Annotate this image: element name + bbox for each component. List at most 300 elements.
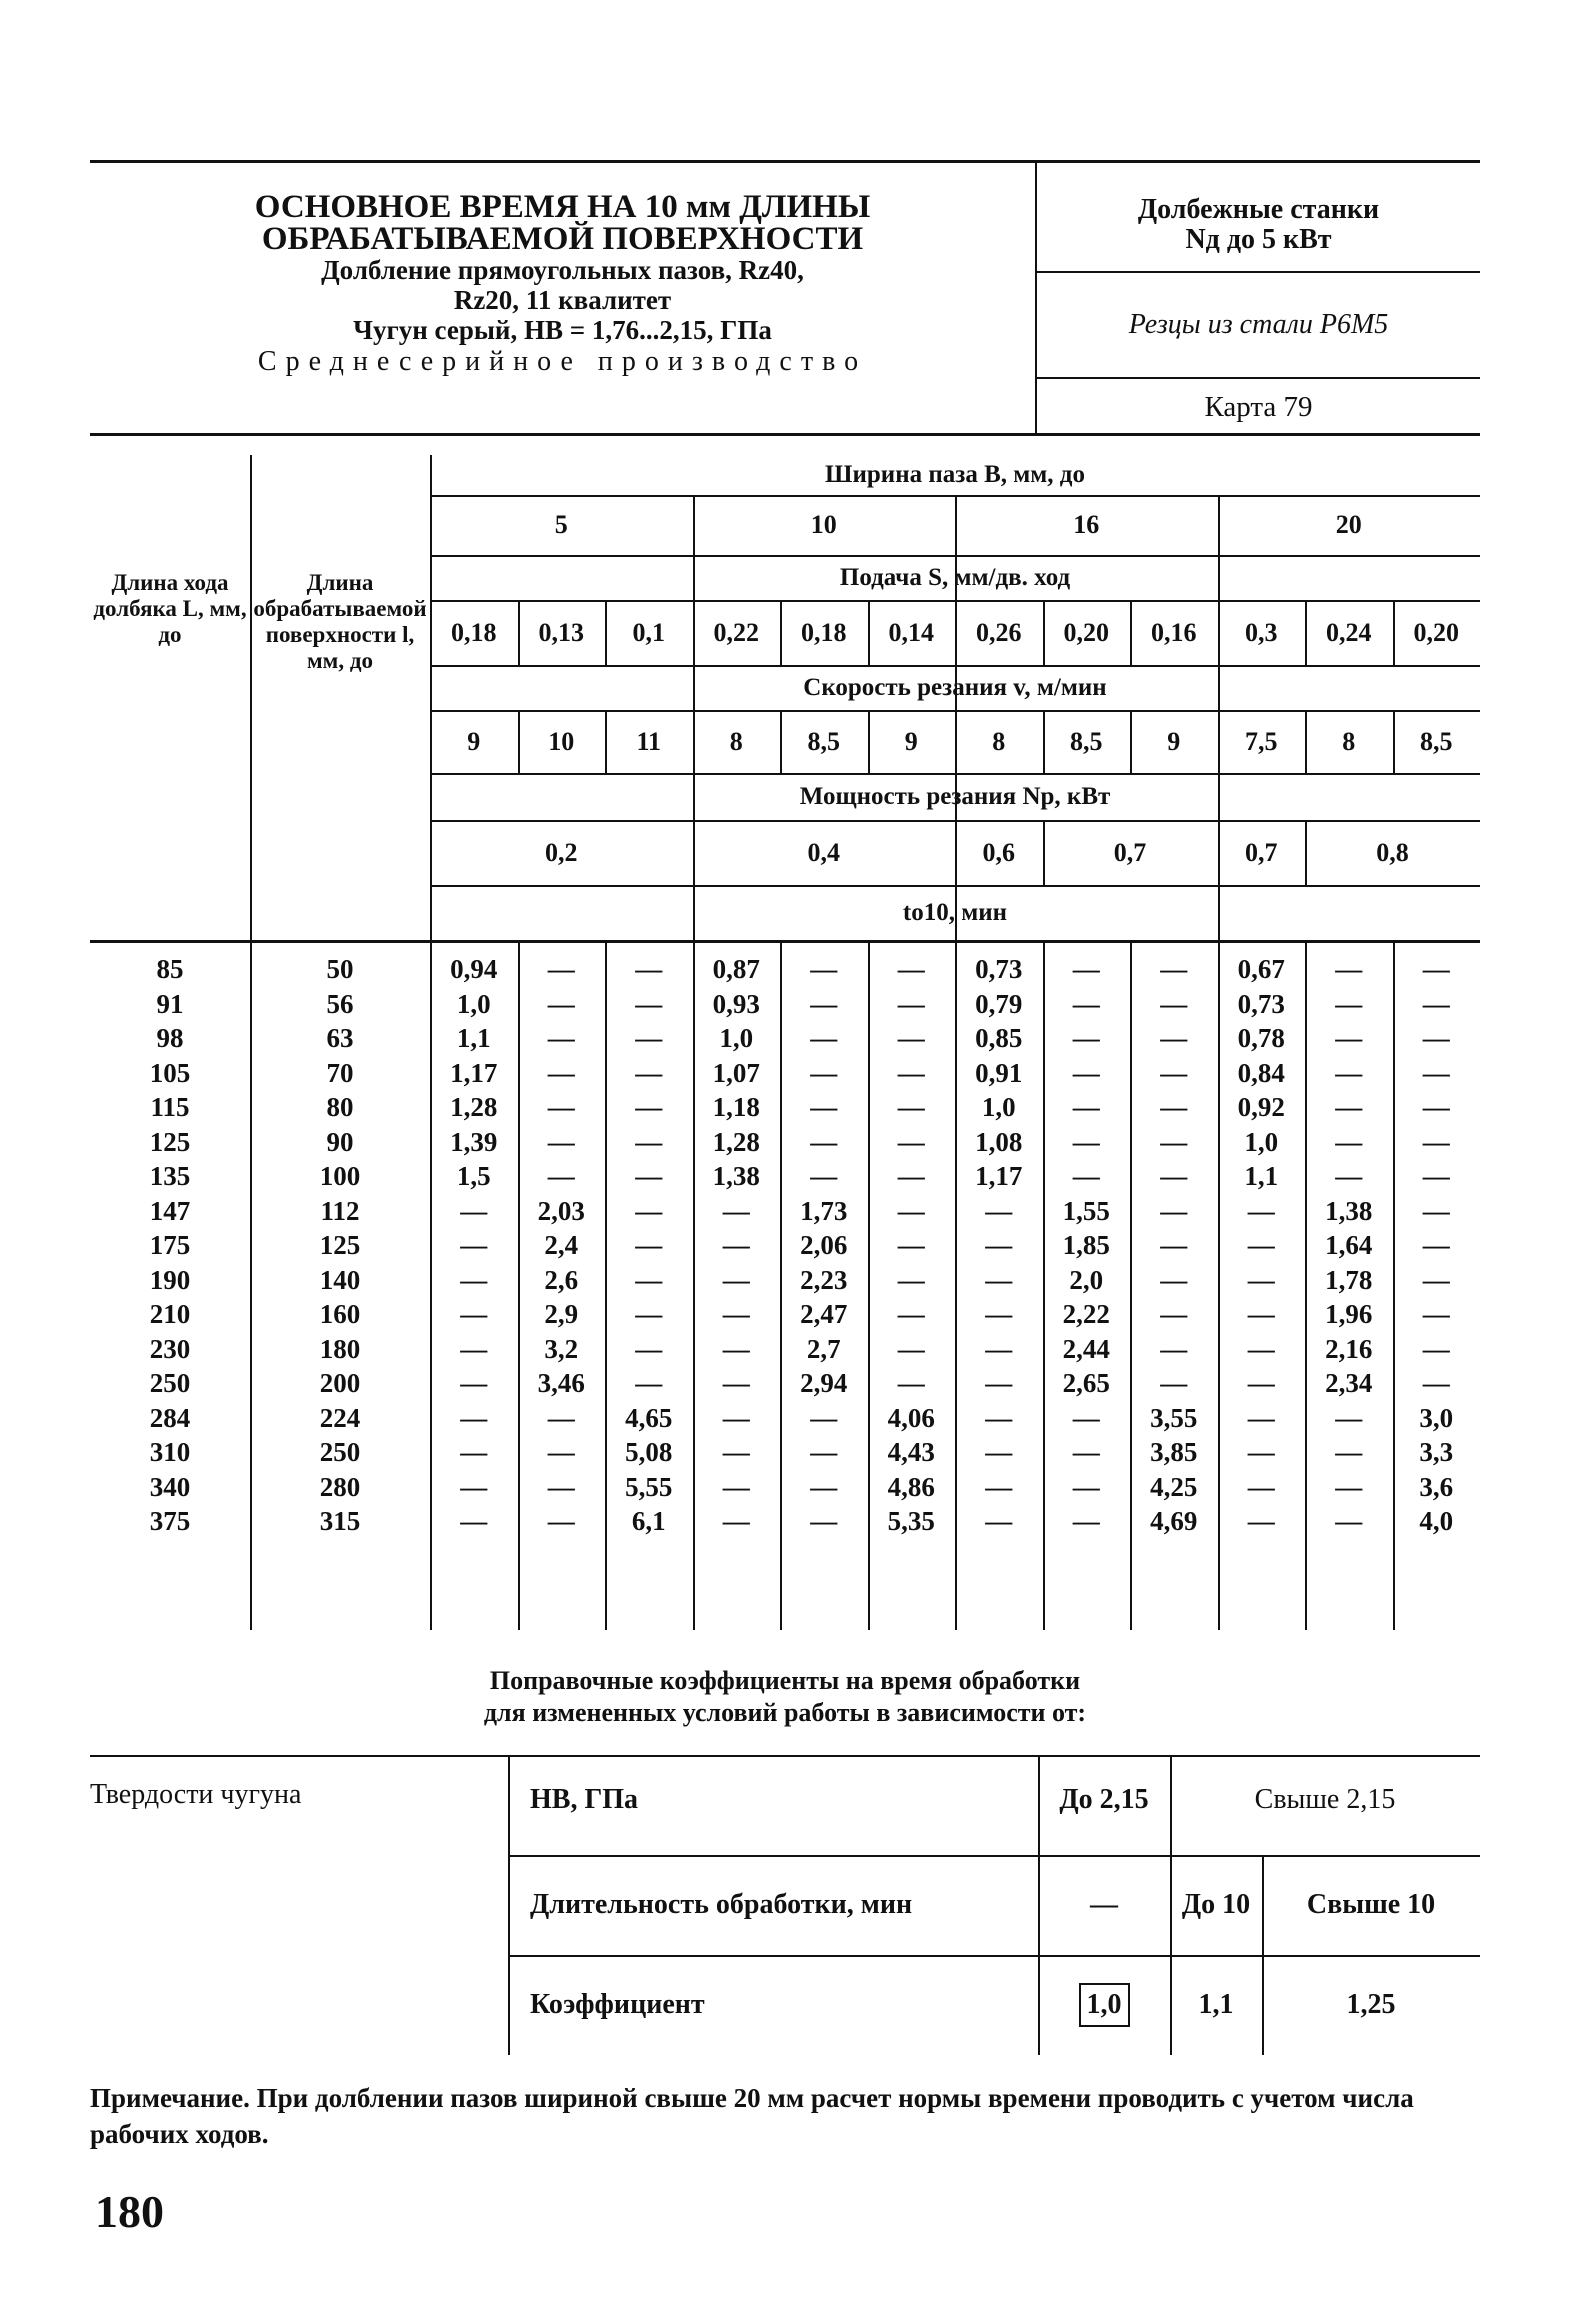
feed-value-1: 0,13 bbox=[538, 617, 584, 647]
time-cell: — bbox=[547, 1126, 575, 1157]
subtitle-line-2: Rz20, 11 квалитет bbox=[453, 285, 672, 315]
subtitle-line-1: Долбление прямоугольных пазов, Rz40, bbox=[321, 255, 804, 285]
speed-value-0: 9 bbox=[467, 726, 481, 756]
col-L bbox=[90, 952, 250, 1539]
speed-value-1: 10 bbox=[548, 726, 575, 756]
time-cell: — bbox=[1160, 1299, 1188, 1329]
time-cell: 2,0 bbox=[1069, 1264, 1104, 1295]
row-L-12: 250 bbox=[149, 1368, 191, 1398]
feed-value-7: 0,20 bbox=[1063, 617, 1109, 647]
width-value-2: 16 bbox=[1073, 510, 1100, 539]
time-cell: — bbox=[985, 1299, 1013, 1329]
time-cell: 1,08 bbox=[975, 1126, 1023, 1157]
time-cell: 3,46 bbox=[537, 1368, 585, 1398]
time-cell: — bbox=[1335, 1092, 1363, 1122]
time-cell: — bbox=[1072, 1126, 1100, 1157]
time-cell: 2,34 bbox=[1325, 1368, 1373, 1398]
width-value-0: 5 bbox=[554, 510, 568, 539]
power-value-0: 0,2 bbox=[545, 837, 578, 867]
time-cell: 1,0 bbox=[719, 1023, 754, 1053]
time-cell: 1,28 bbox=[450, 1092, 498, 1122]
time-cell: 4,69 bbox=[1150, 1506, 1198, 1536]
time-cell: — bbox=[897, 1333, 925, 1364]
time-cell: — bbox=[985, 1471, 1013, 1502]
time-column-10 bbox=[1305, 952, 1393, 1539]
time-cell: 0,73 bbox=[1237, 988, 1285, 1019]
time-column-3 bbox=[693, 952, 781, 1539]
time-cell: — bbox=[1247, 1368, 1275, 1398]
power-value-5: 0,8 bbox=[1376, 837, 1409, 867]
time-cell: — bbox=[460, 1264, 488, 1295]
time-cell: — bbox=[810, 1126, 838, 1157]
time-cell: — bbox=[1422, 1333, 1450, 1364]
time-cell: — bbox=[722, 1368, 750, 1398]
feed-value-10: 0,24 bbox=[1326, 617, 1372, 647]
row-l-16: 315 bbox=[319, 1506, 361, 1536]
time-cell: 2,23 bbox=[800, 1264, 848, 1295]
time-cell: 1,85 bbox=[1062, 1230, 1110, 1260]
time-cell: 4,25 bbox=[1150, 1471, 1198, 1502]
power-value-4: 0,7 bbox=[1245, 837, 1278, 867]
time-cell: — bbox=[1072, 954, 1100, 984]
corrections-title-line-2: для измененных условий работы в зависимости от: bbox=[483, 1698, 1087, 1727]
row-L-6: 135 bbox=[149, 1161, 191, 1191]
time-cell: — bbox=[1160, 1195, 1188, 1226]
row-l-1: 56 bbox=[326, 988, 354, 1019]
time-cell: — bbox=[810, 1402, 838, 1433]
time-cell: 2,06 bbox=[800, 1230, 848, 1260]
time-cell: — bbox=[635, 1264, 663, 1295]
time-cell: — bbox=[1422, 954, 1450, 984]
footnote: Примечание. При долблении пазов шириной свыше 20 мм расчет нормы времени проводить с учетом числа рабочих ходов. bbox=[90, 2083, 1414, 2149]
time-cell: — bbox=[810, 988, 838, 1019]
time-cell: 0,92 bbox=[1237, 1092, 1285, 1122]
time-cell: — bbox=[1422, 1126, 1450, 1157]
time-cell: — bbox=[460, 1506, 488, 1536]
time-cell: 0,94 bbox=[450, 954, 498, 984]
time-cell: — bbox=[722, 1333, 750, 1364]
row-L-16: 375 bbox=[149, 1506, 191, 1536]
card-header bbox=[90, 160, 1480, 436]
row-l-14: 250 bbox=[319, 1437, 361, 1467]
time-cell: — bbox=[1335, 988, 1363, 1019]
time-cell: — bbox=[1422, 1264, 1450, 1295]
header-bottom-rule bbox=[90, 940, 1480, 943]
time-cell: — bbox=[810, 1471, 838, 1502]
title-line-2: ОБРАБАТЫВАЕМОЙ ПОВЕРХНОСТИ bbox=[261, 221, 864, 257]
time-cell: 2,44 bbox=[1062, 1333, 1110, 1364]
time-cell: — bbox=[460, 1368, 488, 1398]
time-cell: 2,9 bbox=[544, 1299, 579, 1329]
time-cell: 2,22 bbox=[1062, 1299, 1110, 1329]
time-cell: — bbox=[810, 1092, 838, 1122]
time-cell: — bbox=[810, 1437, 838, 1467]
time-cell: — bbox=[1160, 1230, 1188, 1260]
time-cell: — bbox=[985, 1506, 1013, 1536]
time-cell: — bbox=[810, 1506, 838, 1536]
time-cell: — bbox=[1422, 1195, 1450, 1226]
time-cell: — bbox=[1072, 1471, 1100, 1502]
time-cell: — bbox=[1160, 1092, 1188, 1122]
time-cell: — bbox=[1072, 988, 1100, 1019]
time-cell: — bbox=[1160, 1161, 1188, 1191]
row-l-8: 125 bbox=[319, 1230, 361, 1260]
row-L-9: 190 bbox=[149, 1264, 191, 1295]
corr-hline-2 bbox=[508, 1955, 1480, 1957]
time-cell: 0,91 bbox=[975, 1057, 1023, 1088]
row-l-9: 140 bbox=[319, 1264, 361, 1295]
time-column-7 bbox=[1043, 952, 1131, 1539]
row-L-0: 85 bbox=[156, 954, 184, 984]
row-l-0: 50 bbox=[326, 954, 354, 984]
time-cell: — bbox=[897, 1126, 925, 1157]
time-cell: — bbox=[1335, 1161, 1363, 1191]
time-cell: — bbox=[1247, 1195, 1275, 1226]
time-cell: — bbox=[985, 1264, 1013, 1295]
row-L-2: 98 bbox=[156, 1023, 184, 1053]
corr-vline-1 bbox=[508, 1755, 510, 2055]
time-cell: 1,0 bbox=[981, 1092, 1016, 1122]
row-l-5: 90 bbox=[326, 1126, 354, 1157]
time-cell: 1,28 bbox=[712, 1126, 760, 1157]
title-line-1: ОСНОВНОЕ ВРЕМЯ НА 10 мм ДЛИНЫ bbox=[254, 189, 871, 225]
time-cell: — bbox=[1072, 1161, 1100, 1191]
row-L-14: 310 bbox=[149, 1437, 191, 1467]
time-cell: — bbox=[810, 1161, 838, 1191]
page-number: 180 bbox=[95, 2186, 164, 2237]
row-l-15: 280 bbox=[319, 1471, 361, 1502]
time-cell: — bbox=[460, 1195, 488, 1226]
col2-header: Длина обрабатываемой поверхности l, мм, до bbox=[253, 570, 427, 673]
time-cell: — bbox=[1422, 988, 1450, 1019]
corr-factor: Твердости чугуна bbox=[90, 1779, 302, 1810]
feed-label: Подача S, мм/дв. ход bbox=[839, 563, 1071, 591]
row-L-1: 91 bbox=[156, 988, 184, 1019]
time-cell: — bbox=[635, 1230, 663, 1260]
speed-value-8: 9 bbox=[1167, 726, 1181, 756]
time-cell: 1,38 bbox=[1325, 1195, 1373, 1226]
time-cell: — bbox=[1422, 1057, 1450, 1088]
time-label: tо10, мин bbox=[902, 898, 1008, 926]
speed-value-5: 9 bbox=[904, 726, 918, 756]
speed-value-4: 8,5 bbox=[807, 726, 840, 756]
production-line: Среднесерийное производство bbox=[257, 346, 868, 377]
time-cell: 1,73 bbox=[800, 1195, 848, 1226]
feed-value-11: 0,20 bbox=[1413, 617, 1459, 647]
corr-row1-label: НВ, ГПа bbox=[530, 1784, 639, 1815]
time-cell: — bbox=[635, 1126, 663, 1157]
time-column-6 bbox=[955, 952, 1043, 1539]
time-cell: 1,0 bbox=[456, 988, 491, 1019]
time-cell: 2,7 bbox=[806, 1333, 841, 1364]
time-cell: — bbox=[1247, 1437, 1275, 1467]
time-cell: 2,94 bbox=[800, 1368, 848, 1398]
time-cell: 6,1 bbox=[631, 1506, 666, 1536]
time-column-9 bbox=[1218, 952, 1306, 1539]
row-L-11: 230 bbox=[149, 1333, 191, 1364]
corr-row3-v2: 1,1 bbox=[1198, 1989, 1234, 2020]
time-cell: — bbox=[460, 1230, 488, 1260]
time-cell: — bbox=[1335, 1506, 1363, 1536]
time-cell: 1,18 bbox=[712, 1092, 760, 1122]
corr-row3-v1-boxed: 1,0 bbox=[1079, 1983, 1130, 2027]
time-cell: — bbox=[722, 1195, 750, 1226]
time-cell: 1,64 bbox=[1325, 1230, 1373, 1260]
time-cell: 1,39 bbox=[450, 1126, 498, 1157]
power-value-2: 0,6 bbox=[982, 837, 1015, 867]
time-cell: 2,47 bbox=[800, 1299, 848, 1329]
time-cell: — bbox=[897, 1023, 925, 1053]
row-L-10: 210 bbox=[149, 1299, 191, 1329]
time-column-5 bbox=[868, 952, 956, 1539]
time-cell: — bbox=[635, 988, 663, 1019]
time-cell: 0,85 bbox=[975, 1023, 1023, 1053]
time-cell: 3,55 bbox=[1150, 1402, 1198, 1433]
time-cell: — bbox=[810, 1057, 838, 1088]
time-cell: — bbox=[635, 1092, 663, 1122]
time-cell: — bbox=[722, 1471, 750, 1502]
speed-label: Скорость резания v, м/мин bbox=[803, 673, 1107, 701]
row-L-13: 284 bbox=[149, 1402, 191, 1433]
row-l-6: 100 bbox=[319, 1161, 361, 1191]
time-cell: — bbox=[1422, 1230, 1450, 1260]
time-cell: — bbox=[635, 1333, 663, 1364]
time-cell: 1,96 bbox=[1325, 1299, 1373, 1329]
time-cell: — bbox=[1422, 1299, 1450, 1329]
corrections-table bbox=[90, 1755, 1480, 2055]
time-cell: 5,35 bbox=[887, 1506, 935, 1536]
row-l-11: 180 bbox=[319, 1333, 361, 1364]
time-cell: 1,38 bbox=[712, 1161, 760, 1191]
time-cell: — bbox=[1422, 1368, 1450, 1398]
time-cell: — bbox=[547, 1092, 575, 1122]
time-cell: — bbox=[897, 988, 925, 1019]
time-cell: — bbox=[897, 1299, 925, 1329]
header-title-block bbox=[90, 163, 1035, 433]
time-cell: — bbox=[722, 1230, 750, 1260]
time-cell: — bbox=[1072, 1057, 1100, 1088]
corr-row1-v2: Свыше 2,15 bbox=[1254, 1784, 1396, 1815]
time-cell: — bbox=[460, 1402, 488, 1433]
time-cell: — bbox=[1072, 1437, 1100, 1467]
time-cell: — bbox=[460, 1437, 488, 1467]
time-cell: — bbox=[635, 954, 663, 984]
time-cell: — bbox=[1160, 1368, 1188, 1398]
feed-value-6: 0,26 bbox=[976, 617, 1022, 647]
time-cell: — bbox=[1335, 1057, 1363, 1088]
corrections-title-line-1: Поправочные коэффициенты на время обработки bbox=[489, 1666, 1081, 1695]
row-L-7: 147 bbox=[149, 1195, 191, 1226]
row-L-4: 115 bbox=[150, 1092, 190, 1122]
speed-value-9: 7,5 bbox=[1245, 726, 1278, 756]
corr-row3-label: Коэффициент bbox=[530, 1989, 705, 2020]
time-cell: 2,4 bbox=[544, 1230, 579, 1260]
row-l-13: 224 bbox=[319, 1402, 361, 1433]
time-cell: 4,0 bbox=[1419, 1506, 1454, 1536]
time-cell: — bbox=[1072, 1402, 1100, 1433]
time-cell: — bbox=[1160, 1126, 1188, 1157]
time-cell: 4,43 bbox=[887, 1437, 935, 1467]
time-cell: 0,67 bbox=[1237, 954, 1285, 984]
time-cell: — bbox=[1160, 1057, 1188, 1088]
card-number: Карта 79 bbox=[1204, 391, 1313, 423]
row-l-7: 112 bbox=[320, 1195, 360, 1226]
width-value-3: 20 bbox=[1335, 510, 1362, 539]
time-cell: 4,86 bbox=[887, 1471, 935, 1502]
time-cell: — bbox=[635, 1368, 663, 1398]
time-cell: — bbox=[1160, 1333, 1188, 1364]
time-cell: — bbox=[1160, 954, 1188, 984]
feed-value-5: 0,14 bbox=[888, 617, 934, 647]
time-cell: — bbox=[1335, 1023, 1363, 1053]
feed-value-9: 0,3 bbox=[1245, 617, 1278, 647]
time-cell: — bbox=[897, 1161, 925, 1191]
time-cell: 1,78 bbox=[1325, 1264, 1373, 1295]
time-cell: — bbox=[722, 1402, 750, 1433]
width-value-1: 10 bbox=[810, 510, 837, 539]
row-l-3: 70 bbox=[326, 1057, 354, 1088]
time-cell: — bbox=[897, 1092, 925, 1122]
time-cell: 3,0 bbox=[1419, 1402, 1454, 1433]
time-cell: — bbox=[460, 1299, 488, 1329]
feed-value-3: 0,22 bbox=[713, 617, 759, 647]
time-cell: 1,5 bbox=[456, 1161, 491, 1191]
speed-value-2: 11 bbox=[636, 726, 662, 756]
time-cell: — bbox=[635, 1023, 663, 1053]
time-cell: — bbox=[547, 1471, 575, 1502]
width-label: Ширина паза В, мм, до bbox=[825, 461, 1085, 488]
row-l-4: 80 bbox=[326, 1092, 354, 1122]
time-cell: — bbox=[1422, 1161, 1450, 1191]
speed-value-10: 8 bbox=[1342, 726, 1356, 756]
material-line: Чугун серый, НВ = 1,76...2,15, ГПа bbox=[353, 315, 772, 345]
row-L-3: 105 bbox=[149, 1057, 191, 1088]
time-cell: — bbox=[897, 1057, 925, 1088]
time-cell: — bbox=[1247, 1402, 1275, 1433]
time-cell: — bbox=[547, 1161, 575, 1191]
time-cell: 4,06 bbox=[887, 1402, 935, 1433]
time-cell: — bbox=[897, 954, 925, 984]
time-cell: 1,17 bbox=[975, 1161, 1023, 1191]
time-cell: 3,3 bbox=[1419, 1437, 1454, 1467]
time-column-1 bbox=[518, 952, 606, 1539]
row-L-8: 175 bbox=[149, 1230, 191, 1260]
time-cell: — bbox=[635, 1299, 663, 1329]
time-cell: — bbox=[985, 1333, 1013, 1364]
time-cell: — bbox=[810, 954, 838, 984]
feed-value-0: 0,18 bbox=[451, 617, 497, 647]
feed-value-4: 0,18 bbox=[801, 617, 847, 647]
power-label: Мощность резания Nр, кВт bbox=[799, 782, 1111, 810]
time-cell: — bbox=[1160, 1023, 1188, 1053]
machine-cell bbox=[1037, 163, 1480, 273]
time-cell: — bbox=[985, 1402, 1013, 1433]
time-cell: — bbox=[722, 1506, 750, 1536]
time-cell: — bbox=[722, 1299, 750, 1329]
time-cell: 3,85 bbox=[1150, 1437, 1198, 1467]
time-cell: — bbox=[897, 1230, 925, 1260]
time-cell: 1,1 bbox=[1244, 1161, 1279, 1191]
corr-row2-v1: — bbox=[1090, 1889, 1118, 1920]
time-cell: — bbox=[1247, 1299, 1275, 1329]
speed-value-6: 8 bbox=[992, 726, 1006, 756]
tool-cell: Резцы из стали Р6М5 bbox=[1037, 273, 1480, 379]
time-column-2 bbox=[605, 952, 693, 1539]
header-info-block bbox=[1037, 163, 1480, 433]
power-value-1: 0,4 bbox=[807, 837, 840, 867]
power-value-3: 0,7 bbox=[1113, 837, 1147, 867]
machine-line-1: Долбежные станки bbox=[1137, 194, 1380, 225]
time-cell: — bbox=[810, 1023, 838, 1053]
feed-value-8: 0,16 bbox=[1151, 617, 1197, 647]
time-column-4 bbox=[780, 952, 868, 1539]
col1-header: Длина хода долбяка L, мм, до bbox=[93, 570, 247, 647]
time-cell: — bbox=[722, 1437, 750, 1467]
feed-value-2: 0,1 bbox=[632, 617, 665, 647]
time-cell: 0,84 bbox=[1237, 1057, 1285, 1088]
time-cell: — bbox=[985, 1195, 1013, 1226]
time-cell: 2,03 bbox=[537, 1195, 585, 1226]
speed-value-7: 8,5 bbox=[1070, 726, 1103, 756]
corr-row2-v2: До 10 bbox=[1181, 1889, 1251, 1920]
time-column-0 bbox=[430, 952, 518, 1539]
time-cell: — bbox=[1335, 1402, 1363, 1433]
time-cell: — bbox=[1422, 1092, 1450, 1122]
time-cell: — bbox=[547, 1057, 575, 1088]
row-L-15: 340 bbox=[149, 1471, 191, 1502]
time-cell: — bbox=[722, 1264, 750, 1295]
time-cell: — bbox=[1160, 1264, 1188, 1295]
time-cell: — bbox=[1335, 1471, 1363, 1502]
time-cell: — bbox=[1422, 1023, 1450, 1053]
corr-top-rule bbox=[90, 1755, 1480, 1757]
time-cell: 3,6 bbox=[1419, 1471, 1454, 1502]
time-cell: — bbox=[547, 954, 575, 984]
time-cell: 1,07 bbox=[712, 1057, 760, 1088]
time-cell: — bbox=[985, 1437, 1013, 1467]
time-cell: — bbox=[547, 1402, 575, 1433]
row-l-10: 160 bbox=[319, 1299, 361, 1329]
time-cell: — bbox=[547, 988, 575, 1019]
corr-hline-1 bbox=[508, 1855, 1480, 1857]
time-table bbox=[90, 455, 1480, 1635]
time-cell: — bbox=[547, 1506, 575, 1536]
time-cell: 0,73 bbox=[975, 954, 1023, 984]
time-cell: — bbox=[897, 1195, 925, 1226]
time-cell: — bbox=[1335, 1126, 1363, 1157]
time-column-11 bbox=[1393, 952, 1481, 1539]
corr-row3-v1-cell bbox=[1038, 1965, 1170, 2045]
corr-row2-v3: Свыше 10 bbox=[1306, 1889, 1436, 1920]
time-cell: — bbox=[897, 1368, 925, 1398]
time-cell: 2,16 bbox=[1325, 1333, 1373, 1364]
row-l-2: 63 bbox=[326, 1023, 354, 1053]
time-cell: — bbox=[1247, 1506, 1275, 1536]
time-cell: — bbox=[1072, 1092, 1100, 1122]
time-cell: — bbox=[1335, 954, 1363, 984]
time-cell: 0,87 bbox=[712, 954, 760, 984]
time-cell: — bbox=[1247, 1471, 1275, 1502]
time-cell: — bbox=[1247, 1333, 1275, 1364]
time-cell: — bbox=[635, 1195, 663, 1226]
time-cell: — bbox=[635, 1057, 663, 1088]
time-cell: — bbox=[897, 1264, 925, 1295]
time-cell: — bbox=[1335, 1437, 1363, 1467]
time-cell: — bbox=[985, 1368, 1013, 1398]
time-cell: — bbox=[547, 1437, 575, 1467]
time-cell: 0,78 bbox=[1237, 1023, 1285, 1053]
time-column-8 bbox=[1130, 952, 1218, 1539]
